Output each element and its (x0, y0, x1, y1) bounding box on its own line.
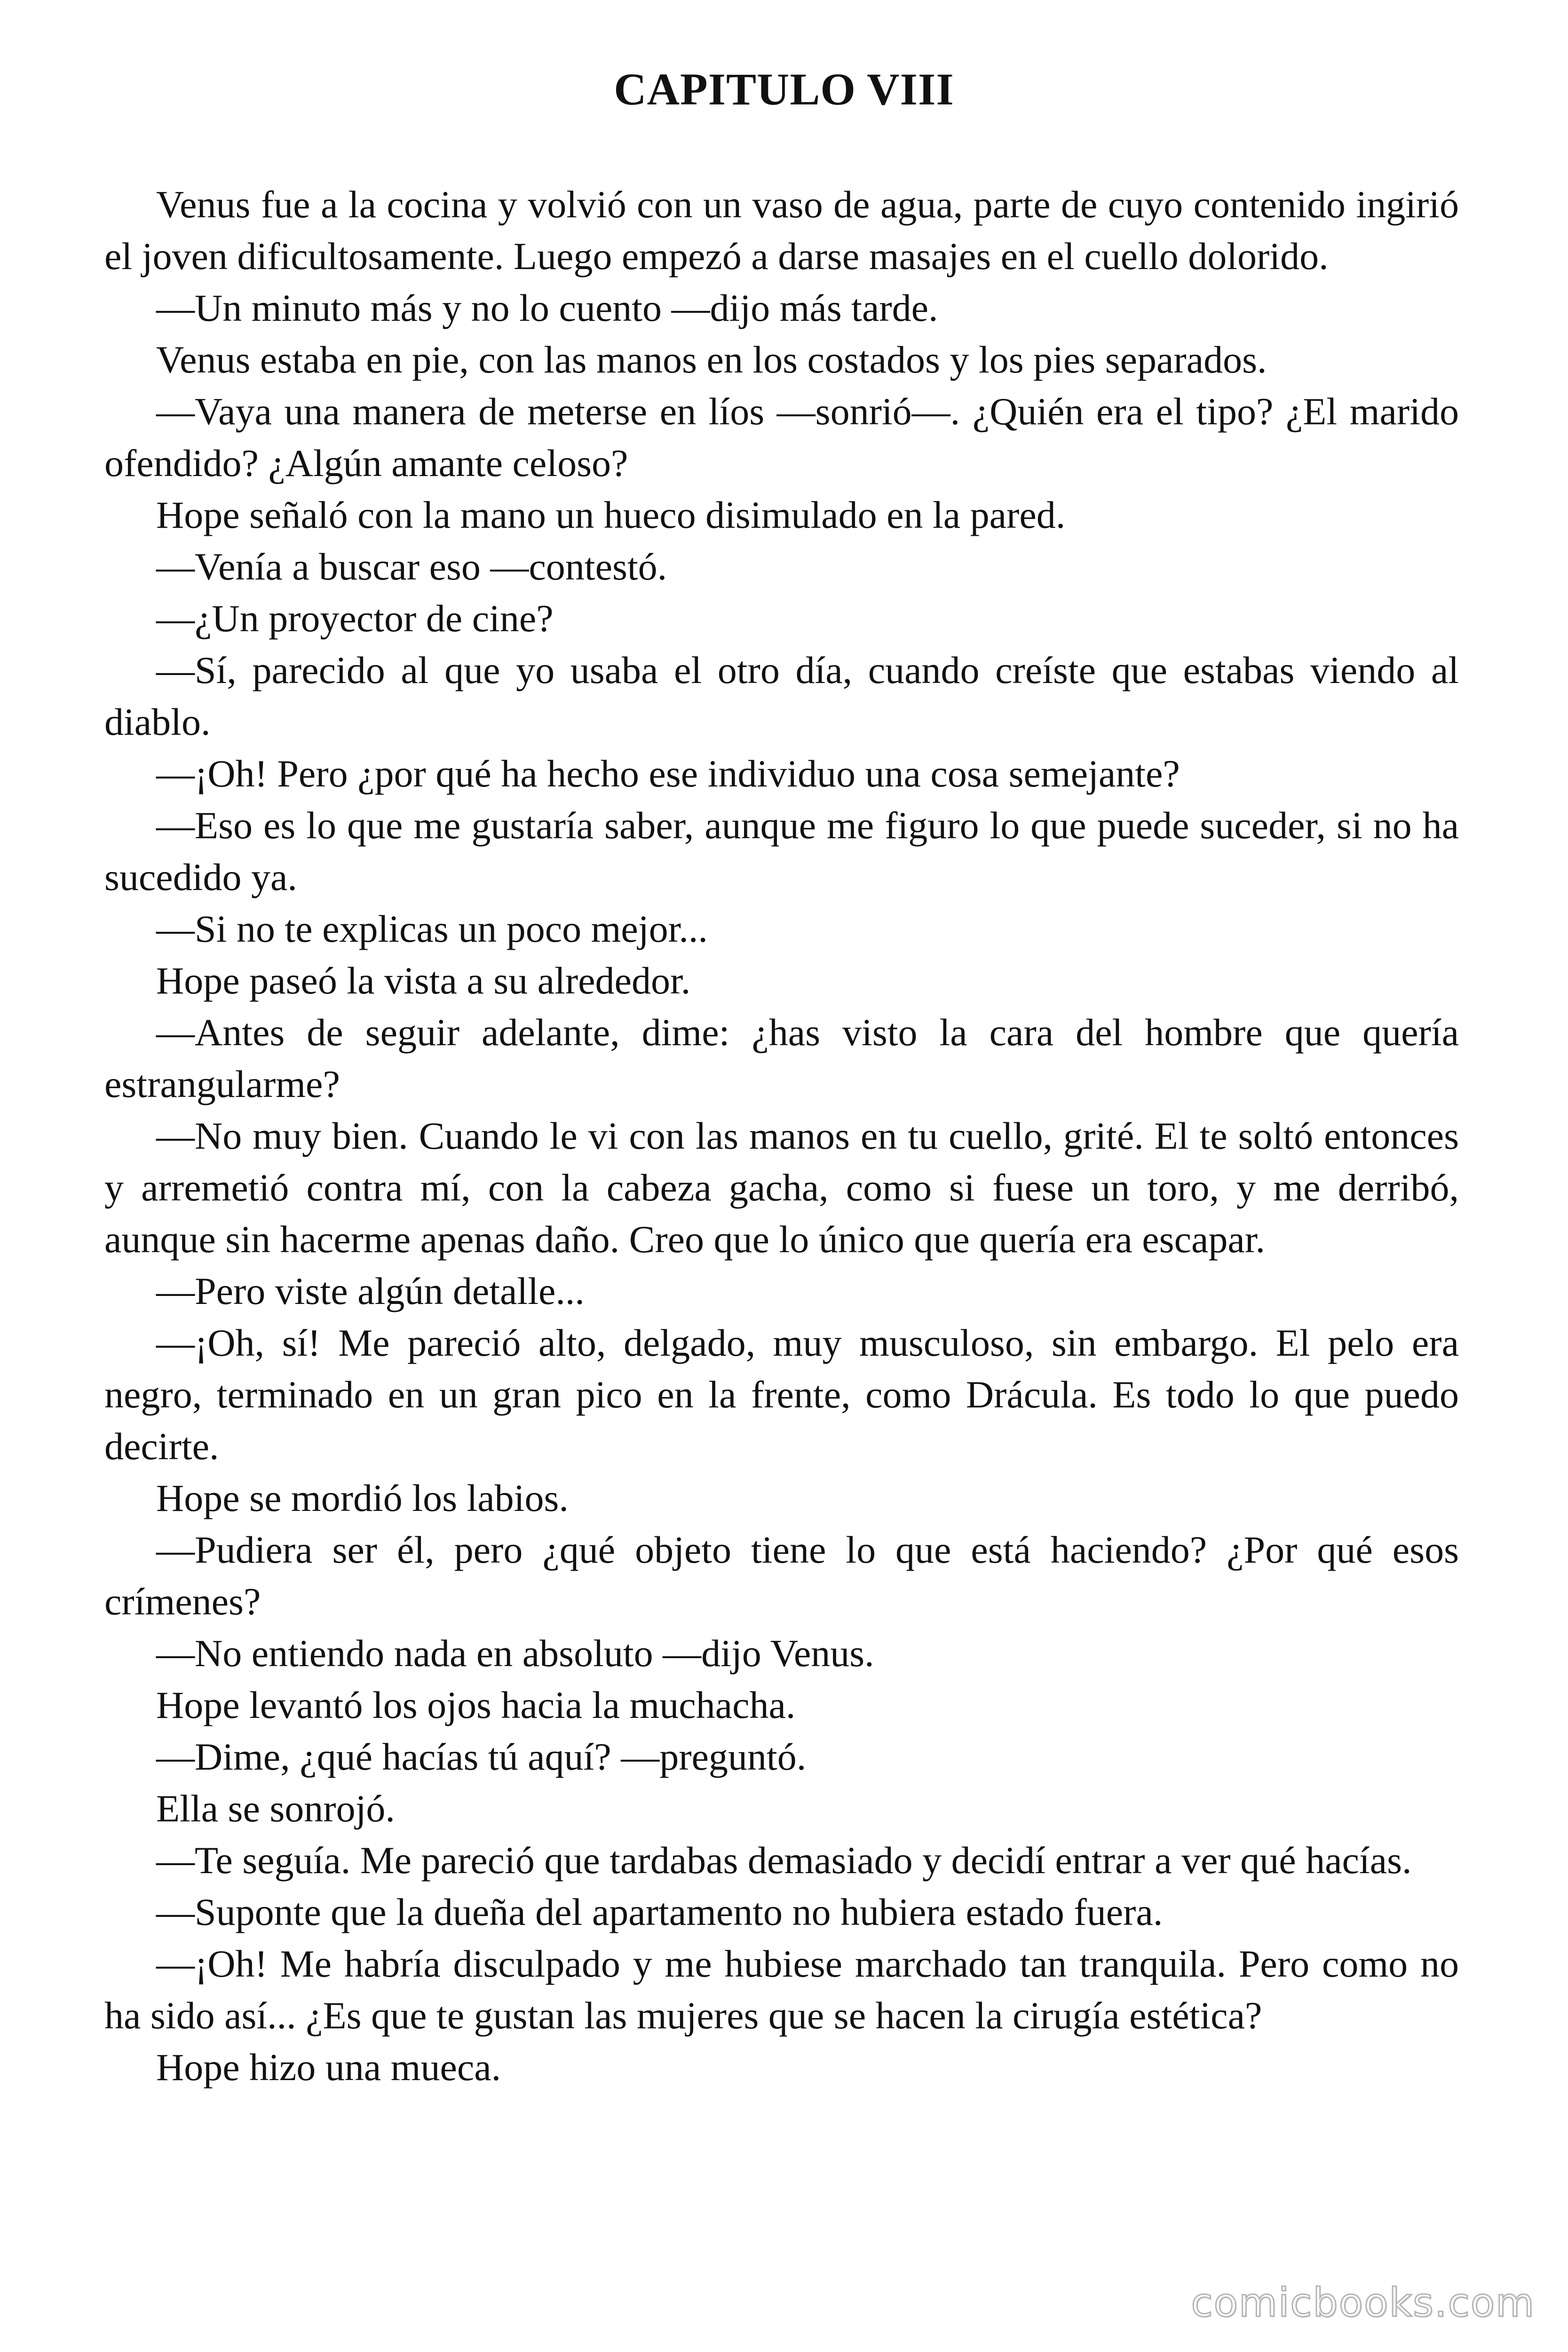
paragraph: Hope levantó los ojos hacia la muchacha. (156, 1684, 796, 1726)
paragraph: Venus estaba en pie, con las manos en los costados y los pies separados. (156, 338, 1267, 381)
paragraph: —Si no te explicas un poco mejor... (156, 907, 708, 950)
paragraph: Hope hizo una mueca. (156, 2046, 501, 2089)
paragraph: —Pero viste algún detalle... (156, 1270, 585, 1312)
chapter-title: CAPITULO VIII (614, 64, 954, 114)
paragraph: —Sí, parecido al que yo usaba el otro día, cuando creíste que estabas viendo al diablo. (104, 649, 1459, 743)
paragraph: —¡Oh! Pero ¿por qué ha hecho ese individuo una cosa semejante? (156, 752, 1180, 795)
paragraph: Hope paseó la vista a su alrededor. (156, 959, 691, 1002)
paragraph: —¿Un proyector de cine? (156, 597, 554, 640)
paragraph: —No entiendo nada en absoluto —dijo Venus. (156, 1632, 874, 1675)
chapter-body (104, 179, 1459, 2093)
paragraph: —¡Oh! Me habría disculpado y me hubiese marchado tan tranquila. Pero como no ha sido así... ¿Es que te gustan las mujeres que se hacen la cirugía estética? (104, 1942, 1459, 2037)
paragraph: —Un minuto más y no lo cuento —dijo más tarde. (156, 286, 938, 329)
paragraph: —Pudiera ser él, pero ¿qué objeto tiene lo que está haciendo? ¿Por qué esos crímenes? (104, 1528, 1459, 1623)
paragraph: —Venía a buscar eso —contestó. (156, 545, 667, 588)
paragraph: —Eso es lo que me gustaría saber, aunque me figuro lo que puede suceder, si no ha sucedido ya. (104, 804, 1459, 898)
paragraph: Venus fue a la cocina y volvió con un vaso de agua, parte de cuyo contenido ingirió el joven dificultosamente. Luego empezó a darse masajes en el cuello dolorido. (104, 183, 1459, 278)
site-watermark: comicbooks.com (1191, 2280, 1535, 2326)
paragraph: Ella se sonrojó. (156, 1787, 395, 1830)
paragraph: —Vaya una manera de meterse en líos —sonrió—. ¿Quién era el tipo? ¿El marido ofendido? ¿Algún amante celoso? (104, 390, 1459, 485)
paragraph: —No muy bien. Cuando le vi con las manos en tu cuello, grité. El te soltó entonces y arremetió contra mí, con la cabeza gacha, como si fuese un toro, y me derribó, aunque sin hacerme apenas daño. Creo que lo único que quería era escapar. (104, 1114, 1459, 1261)
paragraph: Hope señaló con la mano un hueco disimulado en la pared. (156, 493, 1066, 536)
paragraph: —Dime, ¿qué hacías tú aquí? —preguntó. (156, 1735, 807, 1778)
paragraph: Hope se mordió los labios. (156, 1477, 569, 1519)
paragraph: —Te seguía. Me pareció que tardabas demasiado y decidí entrar a ver qué hacías. (156, 1839, 1412, 1882)
paragraph: —Suponte que la dueña del apartamento no hubiera estado fuera. (156, 1891, 1163, 1933)
paragraph: —¡Oh, sí! Me pareció alto, delgado, muy musculoso, sin embargo. El pelo era negro, terminado en un gran pico en la frente, como Drácula. Es todo lo que puedo decirte. (104, 1321, 1459, 1468)
paragraph: —Antes de seguir adelante, dime: ¿has visto la cara del hombre que quería estrangularme? (104, 1011, 1459, 1105)
